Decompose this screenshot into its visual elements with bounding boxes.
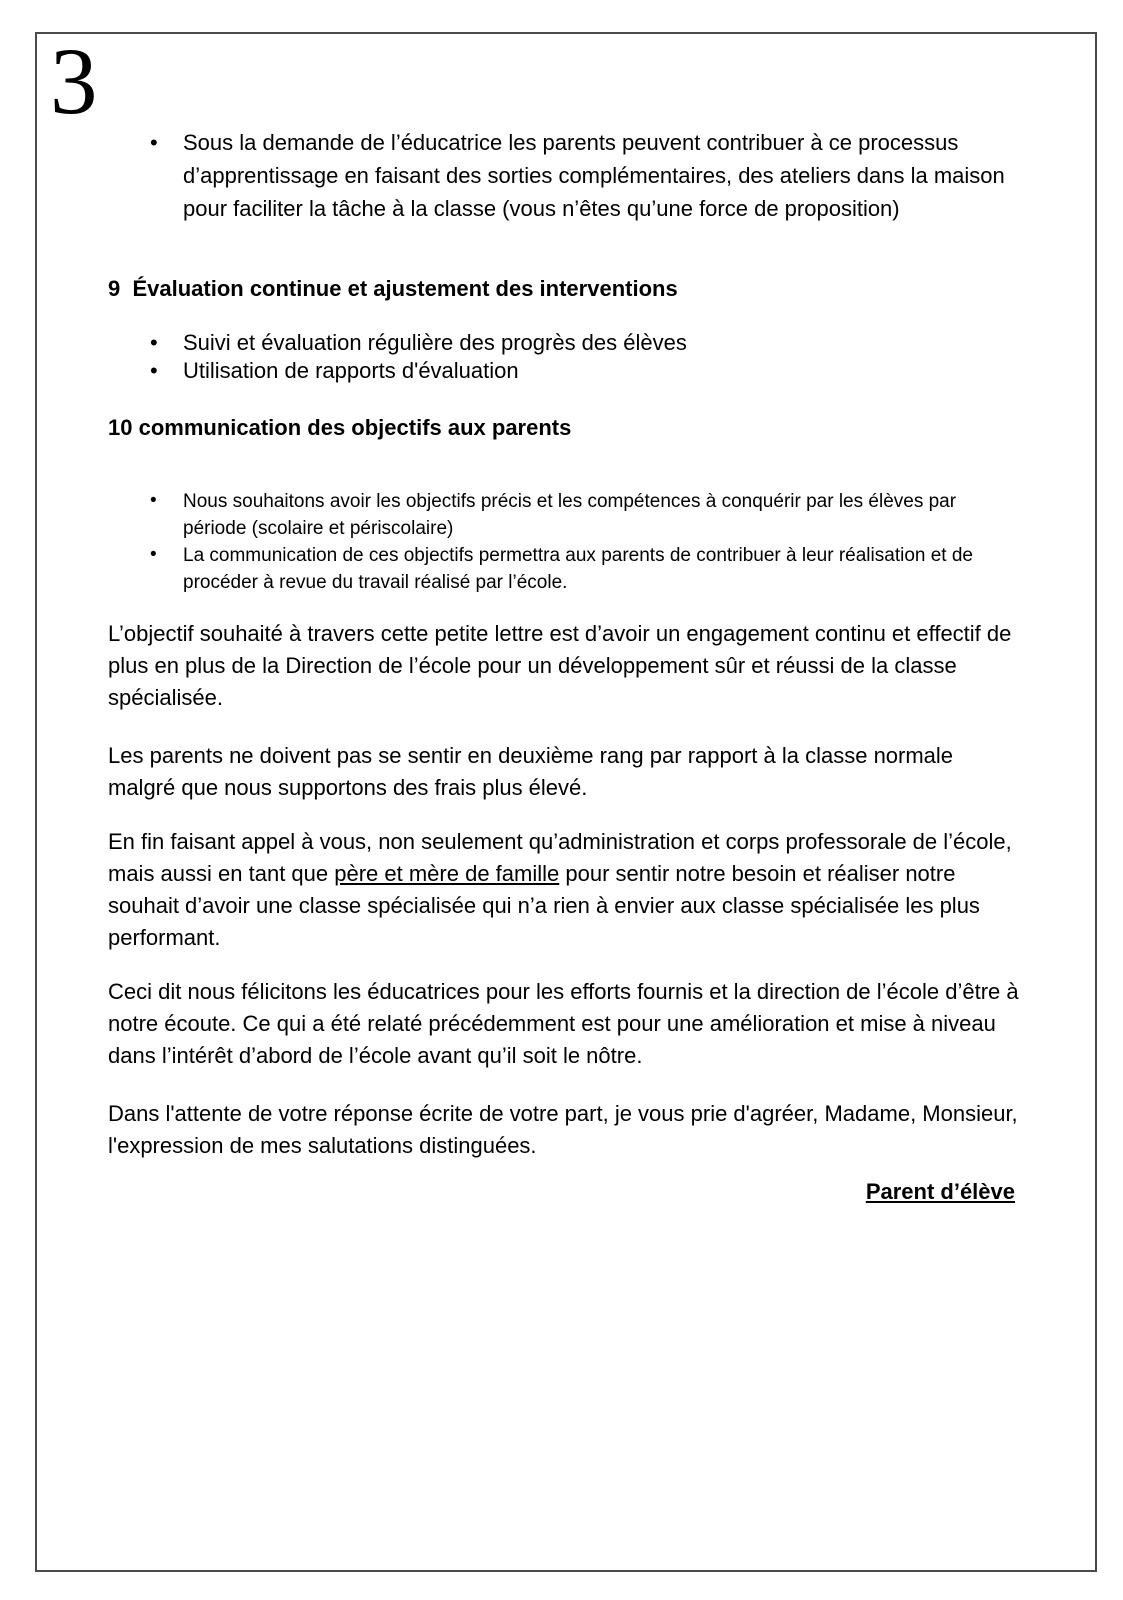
underlined-phrase: père et mère de famille xyxy=(334,861,560,886)
paragraph-parents: Les parents ne doivent pas se sentir en deuxième rang par rapport à la classe normale malgré que nous supportons des frais plus élevé. xyxy=(108,743,954,800)
list-item xyxy=(108,329,1023,357)
list-item-text: La communication de ces objectifs permettra aux parents de contribuer à leur réalisation et de procéder à revue du travail réalisé par l’école. xyxy=(183,545,973,593)
signature-text: Parent d’élève xyxy=(865,1179,1015,1204)
bullet-icon: • xyxy=(150,490,157,511)
list-item-text: Suivi et évaluation régulière des progrès des élèves xyxy=(183,330,687,355)
section-9-heading: 9 Évaluation continue et ajustement des interventions xyxy=(108,276,678,301)
signature-line xyxy=(108,1176,1023,1208)
list-item-text: Sous la demande de l’éducatrice les parents peuvent contribuer à ce processus d’apprentissage en faisant des sorties complémentaires, des ateliers dans la maison pour faciliter la tâche à la classe (vous n’êtes qu’une force de proposition) xyxy=(183,130,1005,221)
list-item xyxy=(108,488,1023,542)
list-item xyxy=(108,126,1023,225)
bullet-icon: • xyxy=(150,330,158,355)
list-item xyxy=(108,542,1023,596)
list-item-text: Nous souhaitons avoir les objectifs précis et les compétences à conquérir par les élèves par période (scolaire et périscolaire) xyxy=(183,491,957,539)
paragraph-appeal xyxy=(108,826,1023,954)
section-9-bullet-list xyxy=(108,329,1023,385)
letter-content xyxy=(108,0,1023,1208)
bullet-icon: • xyxy=(150,130,158,155)
paragraph-closing: Dans l'attente de votre réponse écrite de votre part, je vous prie d'agréer, Madame, Monsieur, l'expression de mes salutations distinguées. xyxy=(108,1101,1018,1158)
paragraph-appeal-before: En fin faisant appel à vous, non seulement qu’administration et corps professorale de l’école, mais aussi en tant que xyxy=(108,829,1012,886)
section-10-bullet-list xyxy=(108,488,1023,596)
paragraph-appeal-after: pour sentir notre besoin et réaliser notre souhait d’avoir une classe spécialisée qui n’a rien à envier aux classe spécialisée les plus performant. xyxy=(108,861,980,950)
paragraph-objective: L’objectif souhaité à travers cette petite lettre est d’avoir un engagement continu et effectif de plus en plus de la Direction de l’école pour un développement sûr et réussi de la classe spécialisée. xyxy=(108,621,1012,710)
bullet-icon: • xyxy=(150,358,158,383)
list-item xyxy=(108,357,1023,385)
page-number: 3 xyxy=(50,28,98,134)
intro-bullet-list xyxy=(108,126,1023,225)
section-10-heading: 10 communication des objectifs aux parents xyxy=(108,415,572,440)
list-item-text: Utilisation de rapports d'évaluation xyxy=(183,358,519,383)
bullet-icon: • xyxy=(150,544,157,565)
paragraph-congrats: Ceci dit nous félicitons les éducatrices pour les efforts fournis et la direction de l’école d’être à notre écoute. Ce qui a été relaté précédemment est pour une amélioration et mise à niveau dans l’intérêt d’abord de l’école avant qu’il soit le nôtre. xyxy=(108,979,1019,1068)
